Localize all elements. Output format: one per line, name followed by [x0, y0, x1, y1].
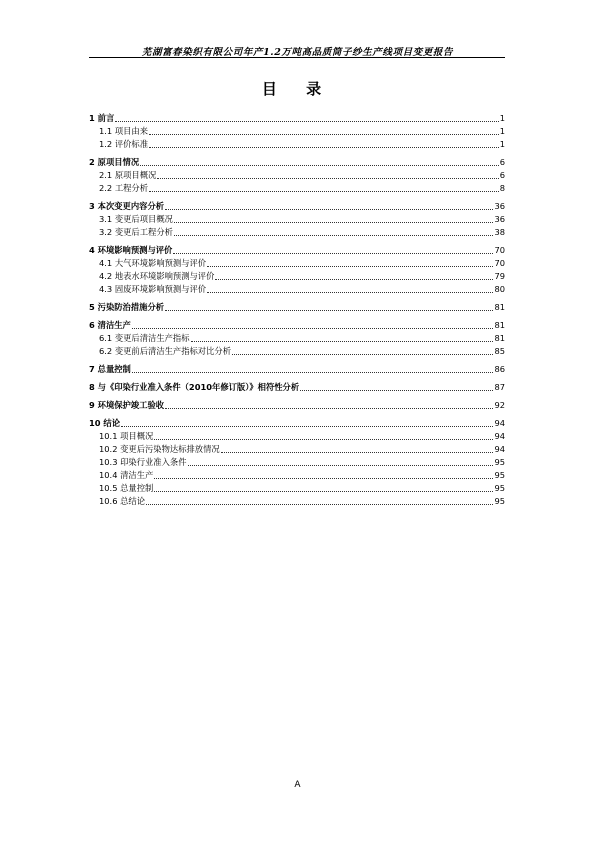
toc-entry[interactable]: [89, 283, 505, 296]
toc-entry[interactable]: [89, 469, 505, 482]
toc-entry-page: 38: [494, 227, 505, 237]
toc-entry[interactable]: [89, 182, 505, 195]
toc-leader-dots: [191, 340, 494, 342]
toc-leader-dots: [140, 164, 499, 166]
toc-leader-dots: [154, 490, 493, 492]
toc-leader-dots: [154, 438, 493, 440]
toc-entry[interactable]: [89, 270, 505, 283]
toc-entry[interactable]: [89, 226, 505, 239]
toc-entry-label: 10.5 总量控制: [99, 483, 154, 493]
toc-entry-page: 94: [494, 418, 505, 428]
toc-entry-page: 81: [494, 302, 505, 312]
toc-entry-label: 4.1 大气环境影响预测与评价: [99, 258, 207, 268]
toc-entry-page: 6: [499, 157, 505, 167]
toc-leader-dots: [149, 133, 499, 135]
toc-entry-label: 10 结论: [89, 418, 121, 428]
toc-leader-dots: [149, 190, 499, 192]
toc-entry-label: 10.3 印染行业准入条件: [99, 457, 187, 467]
toc-entry-label: 10.6 总结论: [99, 496, 146, 506]
toc-entry-page: 95: [494, 496, 505, 506]
toc-entry-page: 8: [499, 183, 505, 193]
toc-entry[interactable]: [89, 138, 505, 151]
toc-entry-label: 1.1 项目由来: [99, 126, 149, 136]
toc-entry-label: 10.4 清洁生产: [99, 470, 154, 480]
page-header-title: 芜湖富春染织有限公司年产1.2万吨高品质筒子纱生产线项目变更报告: [141, 47, 454, 58]
toc-leader-dots: [149, 146, 499, 148]
toc-entry-label: 2.1 原项目概况: [99, 170, 157, 180]
toc-entry-label: 2 原项目情况: [89, 157, 140, 167]
toc-leader-dots: [115, 120, 498, 122]
toc-entry-label: 1 前言: [89, 113, 115, 123]
toc-entry-page: 92: [494, 400, 505, 410]
toc-entry-label: 4 环境影响预测与评价: [89, 245, 173, 255]
toc-entry-label: 1.2 评价标准: [99, 139, 149, 149]
toc-leader-dots: [132, 371, 494, 373]
toc-entry-page: 95: [494, 470, 505, 480]
toc-leader-dots: [132, 327, 494, 329]
toc-entry-page: 1: [499, 113, 505, 123]
toc-entry-label: 4.2 地表水环境影响预测与评价: [99, 271, 215, 281]
toc-entry[interactable]: [89, 345, 505, 358]
toc-entry-page: 87: [494, 382, 505, 392]
toc-entry[interactable]: [89, 169, 505, 182]
toc-entry-page: 6: [499, 170, 505, 180]
toc-entry-page: 86: [494, 364, 505, 374]
toc-leader-dots: [174, 234, 494, 236]
toc-entry[interactable]: [89, 332, 505, 345]
toc-entry[interactable]: [89, 443, 505, 456]
toc-entry-page: 70: [494, 245, 505, 255]
toc-entry-label: 8 与《印染行业准入条件（2010年修订版）》相符性分析: [89, 382, 300, 392]
toc-entry-page: 79: [494, 271, 505, 281]
toc-entry-label: 9 环境保护竣工验收: [89, 400, 165, 410]
toc-entry[interactable]: [89, 301, 505, 314]
toc-entry-label: 6.2 变更前后清洁生产指标对比分析: [99, 346, 231, 356]
toc-entry-page: 94: [494, 431, 505, 441]
toc-entry-page: 95: [494, 483, 505, 493]
toc-entry[interactable]: [89, 244, 505, 257]
toc-leader-dots: [146, 503, 493, 505]
toc-entry-page: 1: [499, 139, 505, 149]
toc-entry[interactable]: [89, 482, 505, 495]
toc-entry[interactable]: [89, 363, 505, 376]
toc-entry-page: 36: [494, 201, 505, 211]
toc-entry-label: 6 清洁生产: [89, 320, 131, 330]
toc-entry-page: 80: [494, 284, 505, 294]
toc-leader-dots: [165, 208, 493, 210]
toc-leader-dots: [154, 477, 493, 479]
toc-entry-page: 36: [494, 214, 505, 224]
toc-leader-dots: [300, 389, 493, 391]
toc-leader-dots: [188, 464, 494, 466]
toc-entry-label: 5 污染防治措施分析: [89, 302, 165, 312]
toc-entry[interactable]: [89, 156, 505, 169]
page-number: A: [294, 780, 301, 790]
toc-entry[interactable]: [89, 200, 505, 213]
toc-entry-label: 7 总量控制: [89, 364, 131, 374]
toc-leader-dots: [207, 265, 493, 267]
toc-leader-dots: [221, 451, 494, 453]
toc-entry[interactable]: [89, 495, 505, 508]
table-of-contents: [89, 112, 505, 508]
toc-entry-label: 3 本次变更内容分析: [89, 201, 165, 211]
toc-leader-dots: [174, 221, 494, 223]
toc-entry-page: 94: [494, 444, 505, 454]
toc-entry-label: 3.1 变更后项目概况: [99, 214, 173, 224]
toc-leader-dots: [173, 252, 493, 254]
toc-entry[interactable]: [89, 381, 505, 394]
toc-entry-page: 81: [494, 320, 505, 330]
toc-entry[interactable]: [89, 430, 505, 443]
toc-entry-label: 10.1 项目概况: [99, 431, 154, 441]
toc-leader-dots: [207, 291, 493, 293]
toc-leader-dots: [232, 353, 493, 355]
toc-entry[interactable]: [89, 112, 505, 125]
toc-entry[interactable]: [89, 319, 505, 332]
toc-entry-page: 1: [499, 126, 505, 136]
toc-heading: 目 录: [261, 80, 334, 98]
toc-entry-page: 81: [494, 333, 505, 343]
toc-entry[interactable]: [89, 257, 505, 270]
toc-leader-dots: [121, 425, 493, 427]
toc-entry-label: 2.2 工程分析: [99, 183, 149, 193]
toc-leader-dots: [157, 177, 498, 179]
toc-entry[interactable]: [89, 399, 505, 412]
toc-entry[interactable]: [89, 213, 505, 226]
toc-entry[interactable]: [89, 456, 505, 469]
toc-entry-page: 95: [494, 457, 505, 467]
toc-entry-page: 70: [494, 258, 505, 268]
toc-entry-label: 10.2 变更后污染物达标排放情况: [99, 444, 220, 454]
toc-entry-page: 85: [494, 346, 505, 356]
toc-entry[interactable]: [89, 417, 505, 430]
toc-entry-label: 3.2 变更后工程分析: [99, 227, 173, 237]
toc-entry[interactable]: [89, 125, 505, 138]
toc-leader-dots: [165, 309, 493, 311]
header-rule: [89, 57, 505, 58]
toc-leader-dots: [165, 407, 493, 409]
toc-entry-label: 4.3 固废环境影响预测与评价: [99, 284, 207, 294]
toc-leader-dots: [215, 278, 493, 280]
toc-entry-label: 6.1 变更后清洁生产指标: [99, 333, 190, 343]
